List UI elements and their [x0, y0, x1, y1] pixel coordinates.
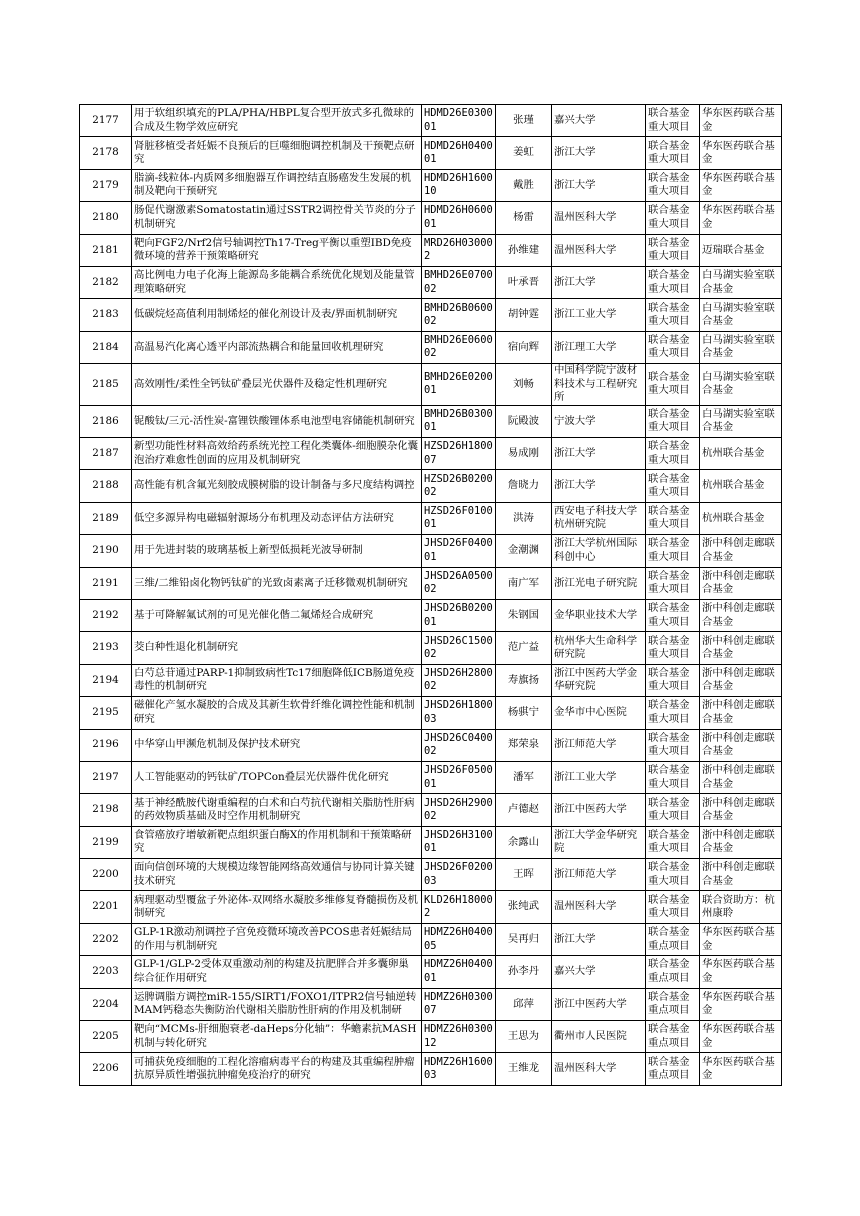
principal-investigator: 姜虹 — [496, 137, 552, 169]
project-title: 靶向“MCMs-肝细胞衰老-daHeps分化轴”：华蟾素抗MASH机制与转化研究 — [132, 1021, 422, 1053]
institution: 温州医科大学 — [552, 202, 646, 234]
fund-name: 白马湖实验室联合基金 — [700, 405, 782, 437]
project-type: 联合基金重大项目 — [646, 794, 700, 826]
principal-investigator: 阮殿波 — [496, 405, 552, 437]
project-code: HDMZ26H040005 — [422, 923, 496, 955]
row-number: 2185 — [80, 364, 132, 406]
project-type: 联合基金重大项目 — [646, 891, 700, 923]
row-number: 2177 — [80, 105, 132, 137]
fund-name: 迈瑞联合基金 — [700, 234, 782, 266]
principal-investigator: 寿旗扬 — [496, 664, 552, 696]
table-row — [80, 761, 782, 793]
project-code: JHSD26F040001 — [422, 535, 496, 567]
row-number: 2181 — [80, 234, 132, 266]
row-number: 2206 — [80, 1053, 132, 1085]
project-code: BMHD26E070002 — [422, 266, 496, 298]
fund-name: 浙中科创走廊联合基金 — [700, 761, 782, 793]
project-code: BMHD26E020001 — [422, 364, 496, 406]
project-title: 中华穿山甲濒危机制及保护技术研究 — [132, 729, 422, 761]
project-title: 脂滴-线粒体-内质网多细胞器互作调控结直肠癌发生发展的机制及靶向干预研究 — [132, 169, 422, 201]
institution: 浙江大学金华研究院 — [552, 826, 646, 858]
institution: 浙江师范大学 — [552, 859, 646, 891]
row-number: 2189 — [80, 502, 132, 534]
table-row — [80, 202, 782, 234]
project-code: JHSD26A050002 — [422, 567, 496, 599]
project-code: HZSD26F010001 — [422, 502, 496, 534]
project-code: JHSD26F020003 — [422, 859, 496, 891]
project-title: 新型功能性材料高效给药系统光控工程化类囊体-细胞膜杂化囊泡治疗难愈性创面的应用及机制研究 — [132, 438, 422, 470]
project-type: 联合基金重大项目 — [646, 729, 700, 761]
fund-name: 华东医药联合基金 — [700, 988, 782, 1020]
project-title: 肠促代谢激素Somatostatin通过SSTR2调控骨关节炎的分子机制研究 — [132, 202, 422, 234]
institution: 嘉兴大学 — [552, 956, 646, 988]
row-number: 2187 — [80, 438, 132, 470]
principal-investigator: 范广益 — [496, 632, 552, 664]
principal-investigator: 王维龙 — [496, 1053, 552, 1085]
fund-name: 浙中科创走廊联合基金 — [700, 599, 782, 631]
fund-name: 浙中科创走廊联合基金 — [700, 535, 782, 567]
fund-name: 白马湖实验室联合基金 — [700, 266, 782, 298]
principal-investigator: 杨骐宁 — [496, 697, 552, 729]
project-code: MRD26H030002 — [422, 234, 496, 266]
row-number: 2199 — [80, 826, 132, 858]
principal-investigator: 詹晓力 — [496, 470, 552, 502]
table-row — [80, 331, 782, 363]
principal-investigator: 余露山 — [496, 826, 552, 858]
project-type: 联合基金重大项目 — [646, 632, 700, 664]
project-title: 基于神经酰胺代谢重编程的白术和白芍抗代谢相关脂肪性肝病的药效物质基础及时空作用机制研究 — [132, 794, 422, 826]
table-row — [80, 438, 782, 470]
institution: 浙江中医药大学 — [552, 988, 646, 1020]
row-number: 2197 — [80, 761, 132, 793]
institution: 杭州华大生命科学研究院 — [552, 632, 646, 664]
table-row — [80, 266, 782, 298]
institution: 浙江大学 — [552, 923, 646, 955]
project-code: JHSD26H310001 — [422, 826, 496, 858]
principal-investigator: 叶承晋 — [496, 266, 552, 298]
project-code: HDMZ26H030012 — [422, 1021, 496, 1053]
table-row — [80, 234, 782, 266]
project-type: 联合基金重大项目 — [646, 470, 700, 502]
project-title: 可捕获免疫细胞的工程化溶瘤病毒平台的构建及其重编程肿瘤抗原异质性增强抗肿瘤免疫治疗的研究 — [132, 1053, 422, 1085]
principal-investigator: 孙维建 — [496, 234, 552, 266]
principal-investigator: 易成刚 — [496, 438, 552, 470]
institution: 温州医科大学 — [552, 891, 646, 923]
table-row — [80, 364, 782, 406]
fund-name: 浙中科创走廊联合基金 — [700, 794, 782, 826]
row-number: 2198 — [80, 794, 132, 826]
project-title: 铌酸钛/三元-活性炭-富锂铁酸锂体系电池型电容储能机制研究 — [132, 405, 422, 437]
table-body — [80, 105, 782, 1086]
project-type: 联合基金重大项目 — [646, 502, 700, 534]
project-code: BMHD26E060002 — [422, 331, 496, 363]
row-number: 2204 — [80, 988, 132, 1020]
fund-name: 浙中科创走廊联合基金 — [700, 859, 782, 891]
table-row — [80, 956, 782, 988]
project-type: 联合基金重大项目 — [646, 234, 700, 266]
project-title: 低空多源异构电磁辐射源场分布机理及动态评估方法研究 — [132, 502, 422, 534]
institution: 浙江中医药大学金华研究院 — [552, 664, 646, 696]
project-table — [79, 104, 782, 1086]
project-type: 联合基金重大项目 — [646, 331, 700, 363]
fund-name: 联合资助方：杭州康聆 — [700, 891, 782, 923]
project-title: 食管癌放疗增敏新靶点组织蛋白酶X的作用机制和干预策略研究 — [132, 826, 422, 858]
project-code: HDMZ26H030007 — [422, 988, 496, 1020]
principal-investigator: 朱钢国 — [496, 599, 552, 631]
institution: 浙江工业大学 — [552, 299, 646, 331]
project-code: HDMD26H040001 — [422, 137, 496, 169]
row-number: 2201 — [80, 891, 132, 923]
project-type: 联合基金重大项目 — [646, 697, 700, 729]
fund-name: 白马湖实验室联合基金 — [700, 364, 782, 406]
project-type: 联合基金重大项目 — [646, 169, 700, 201]
project-title: 基于可降解氟试剂的可见光催化偕二氟烯烃合成研究 — [132, 599, 422, 631]
table-row — [80, 299, 782, 331]
project-type: 联合基金重大项目 — [646, 266, 700, 298]
project-code: HZSD26H180007 — [422, 438, 496, 470]
fund-name: 华东医药联合基金 — [700, 105, 782, 137]
table-row — [80, 923, 782, 955]
row-number: 2192 — [80, 599, 132, 631]
row-number: 2205 — [80, 1021, 132, 1053]
principal-investigator: 刘畅 — [496, 364, 552, 406]
project-title: 用于先进封装的玻璃基板上新型低损耗光波导研制 — [132, 535, 422, 567]
project-type: 联合基金重大项目 — [646, 202, 700, 234]
fund-name: 华东医药联合基金 — [700, 1021, 782, 1053]
fund-name: 杭州联合基金 — [700, 502, 782, 534]
institution: 浙江中医药大学 — [552, 794, 646, 826]
row-number: 2184 — [80, 331, 132, 363]
table-row — [80, 1021, 782, 1053]
table-row — [80, 697, 782, 729]
principal-investigator: 王晖 — [496, 859, 552, 891]
project-title: 人工智能驱动的钙钛矿/TOPCon叠层光伏器件优化研究 — [132, 761, 422, 793]
row-number: 2196 — [80, 729, 132, 761]
institution: 宁波大学 — [552, 405, 646, 437]
institution: 温州医科大学 — [552, 1053, 646, 1085]
principal-investigator: 郑荣泉 — [496, 729, 552, 761]
project-title: 病理驱动型覆盆子外泌体-双网络水凝胶多维修复脊髓损伤及机制研究 — [132, 891, 422, 923]
table-row — [80, 567, 782, 599]
project-title: 肾脏移植受者妊娠不良预后的巨噬细胞调控机制及干预靶点研究 — [132, 137, 422, 169]
project-code: JHSD26C150002 — [422, 632, 496, 664]
project-title: 低碳烷烃高值利用制烯烃的催化剂设计及表/界面机制研究 — [132, 299, 422, 331]
fund-name: 杭州联合基金 — [700, 438, 782, 470]
row-number: 2186 — [80, 405, 132, 437]
fund-name: 浙中科创走廊联合基金 — [700, 664, 782, 696]
project-type: 联合基金重大项目 — [646, 535, 700, 567]
fund-name: 浙中科创走廊联合基金 — [700, 697, 782, 729]
principal-investigator: 戴胜 — [496, 169, 552, 201]
row-number: 2195 — [80, 697, 132, 729]
project-title: 茭白种性退化机制研究 — [132, 632, 422, 664]
row-number: 2193 — [80, 632, 132, 664]
table-row — [80, 1053, 782, 1085]
fund-name: 华东医药联合基金 — [700, 137, 782, 169]
project-code: JHSD26H280002 — [422, 664, 496, 696]
institution: 金华市中心医院 — [552, 697, 646, 729]
fund-name: 华东医药联合基金 — [700, 169, 782, 201]
project-type: 联合基金重大项目 — [646, 859, 700, 891]
project-code: JHSD26C040002 — [422, 729, 496, 761]
project-title: 三维/二维铅卤化物钙钛矿的光致卤素离子迁移微观机制研究 — [132, 567, 422, 599]
project-title: 靶向FGF2/Nrf2信号轴调控Th17-Treg平衡以重塑IBD免疫微环境的营养干预策略研究 — [132, 234, 422, 266]
institution: 浙江理工大学 — [552, 331, 646, 363]
table-row — [80, 599, 782, 631]
institution: 浙江大学 — [552, 266, 646, 298]
principal-investigator: 王思为 — [496, 1021, 552, 1053]
row-number: 2188 — [80, 470, 132, 502]
principal-investigator: 胡钟霆 — [496, 299, 552, 331]
principal-investigator: 卢德赵 — [496, 794, 552, 826]
project-type: 联合基金重大项目 — [646, 105, 700, 137]
project-type: 联合基金重点项目 — [646, 988, 700, 1020]
project-type: 联合基金重大项目 — [646, 137, 700, 169]
project-title: 白芍总苷通过PARP-1抑制致病性Tc17细胞降低ICB肠道免疫毒性的机制研究 — [132, 664, 422, 696]
fund-name: 白马湖实验室联合基金 — [700, 299, 782, 331]
project-code: HDMZ26H040001 — [422, 956, 496, 988]
principal-investigator: 邱萍 — [496, 988, 552, 1020]
project-title: GLP-1/GLP-2受体双重激动剂的构建及抗肥胖合并多囊卵巢综合征作用研究 — [132, 956, 422, 988]
row-number: 2179 — [80, 169, 132, 201]
institution: 浙江师范大学 — [552, 729, 646, 761]
table-row — [80, 470, 782, 502]
project-type: 联合基金重大项目 — [646, 761, 700, 793]
fund-name: 华东医药联合基金 — [700, 1053, 782, 1085]
project-title: 磁催化产氢水凝胶的合成及其新生软骨纤维化调控性能和机制研究 — [132, 697, 422, 729]
institution: 中国科学院宁波材料技术与工程研究所 — [552, 364, 646, 406]
project-type: 联合基金重大项目 — [646, 364, 700, 406]
project-code: HDMD26H160010 — [422, 169, 496, 201]
project-type: 联合基金重大项目 — [646, 567, 700, 599]
table-row — [80, 169, 782, 201]
project-type: 联合基金重点项目 — [646, 956, 700, 988]
institution: 嘉兴大学 — [552, 105, 646, 137]
project-code: HDMD26H060001 — [422, 202, 496, 234]
project-type: 联合基金重点项目 — [646, 1021, 700, 1053]
project-type: 联合基金重大项目 — [646, 405, 700, 437]
table-row — [80, 535, 782, 567]
fund-name: 华东医药联合基金 — [700, 923, 782, 955]
project-type: 联合基金重点项目 — [646, 923, 700, 955]
principal-investigator: 潘军 — [496, 761, 552, 793]
fund-name: 浙中科创走廊联合基金 — [700, 567, 782, 599]
row-number: 2203 — [80, 956, 132, 988]
institution: 浙江大学 — [552, 438, 646, 470]
table-row — [80, 405, 782, 437]
project-title: 高性能有机含氟光刻胶成膜树脂的设计制备与多尺度结构调控 — [132, 470, 422, 502]
table-row — [80, 137, 782, 169]
project-type: 联合基金重大项目 — [646, 826, 700, 858]
project-code: JHSD26F050001 — [422, 761, 496, 793]
principal-investigator: 金潮渊 — [496, 535, 552, 567]
row-number: 2191 — [80, 567, 132, 599]
principal-investigator: 杨雷 — [496, 202, 552, 234]
fund-name: 浙中科创走廊联合基金 — [700, 632, 782, 664]
institution: 衢州市人民医院 — [552, 1021, 646, 1053]
project-code: JHSD26H180003 — [422, 697, 496, 729]
institution: 浙江光电子研究院 — [552, 567, 646, 599]
project-code: JHSD26B020001 — [422, 599, 496, 631]
project-title: 运脾调脂方调控miR-155/SIRT1/FOXO1/ITPR2信号轴逆转MAM钙稳态失衡防治代谢相关脂肪性肝病的作用及机制研 — [132, 988, 422, 1020]
table-row — [80, 826, 782, 858]
institution: 浙江大学杭州国际科创中心 — [552, 535, 646, 567]
table-row — [80, 794, 782, 826]
project-type: 联合基金重大项目 — [646, 299, 700, 331]
fund-name: 华东医药联合基金 — [700, 956, 782, 988]
row-number: 2202 — [80, 923, 132, 955]
table-row — [80, 105, 782, 137]
row-number: 2180 — [80, 202, 132, 234]
fund-name: 白马湖实验室联合基金 — [700, 331, 782, 363]
project-type: 联合基金重大项目 — [646, 438, 700, 470]
project-title: 高温易汽化离心透平内部流热耦合和能量回收机理研究 — [132, 331, 422, 363]
principal-investigator: 洪涛 — [496, 502, 552, 534]
project-code: JHSD26H290002 — [422, 794, 496, 826]
principal-investigator: 张瑾 — [496, 105, 552, 137]
project-code: BMHD26B030001 — [422, 405, 496, 437]
row-number: 2178 — [80, 137, 132, 169]
table-row — [80, 988, 782, 1020]
project-title: 高效刚性/柔性全钙钛矿叠层光伏器件及稳定性机理研究 — [132, 364, 422, 406]
table-row — [80, 859, 782, 891]
principal-investigator: 宿向辉 — [496, 331, 552, 363]
project-code: HDMZ26H160003 — [422, 1053, 496, 1085]
project-type: 联合基金重大项目 — [646, 664, 700, 696]
fund-name: 华东医药联合基金 — [700, 202, 782, 234]
table-row — [80, 664, 782, 696]
project-type: 联合基金重点项目 — [646, 1053, 700, 1085]
project-title: 面向信创环境的大规模边缘智能网络高效通信与协同计算关键技术研究 — [132, 859, 422, 891]
institution: 浙江大学 — [552, 169, 646, 201]
project-title: 用于软组织填充的PLA/PHA/HBPL复合型开放式多孔微球的合成及生物学效应研究 — [132, 105, 422, 137]
project-title: GLP-1R激动剂调控子宫免疫微环境改善PCOS患者妊娠结局的作用与机制研究 — [132, 923, 422, 955]
row-number: 2183 — [80, 299, 132, 331]
project-code: HZSD26B020002 — [422, 470, 496, 502]
fund-name: 杭州联合基金 — [700, 470, 782, 502]
project-code: KLD26H180002 — [422, 891, 496, 923]
institution: 金华职业技术大学 — [552, 599, 646, 631]
table-row — [80, 632, 782, 664]
project-title: 高比例电力电子化海上能源岛多能耦合系统优化规划及能量管理策略研究 — [132, 266, 422, 298]
institution: 浙江大学 — [552, 137, 646, 169]
principal-investigator: 南广军 — [496, 567, 552, 599]
project-code: BMHD26B060002 — [422, 299, 496, 331]
fund-name: 浙中科创走廊联合基金 — [700, 826, 782, 858]
row-number: 2194 — [80, 664, 132, 696]
project-type: 联合基金重大项目 — [646, 599, 700, 631]
fund-name: 浙中科创走廊联合基金 — [700, 729, 782, 761]
project-code: HDMD26E030001 — [422, 105, 496, 137]
principal-investigator: 孙李丹 — [496, 956, 552, 988]
principal-investigator: 吴再归 — [496, 923, 552, 955]
row-number: 2200 — [80, 859, 132, 891]
institution: 浙江工业大学 — [552, 761, 646, 793]
row-number: 2182 — [80, 266, 132, 298]
institution: 浙江大学 — [552, 470, 646, 502]
table-row — [80, 729, 782, 761]
principal-investigator: 张纯武 — [496, 891, 552, 923]
institution: 西安电子科技大学杭州研究院 — [552, 502, 646, 534]
table-row — [80, 502, 782, 534]
institution: 温州医科大学 — [552, 234, 646, 266]
row-number: 2190 — [80, 535, 132, 567]
table-row — [80, 891, 782, 923]
